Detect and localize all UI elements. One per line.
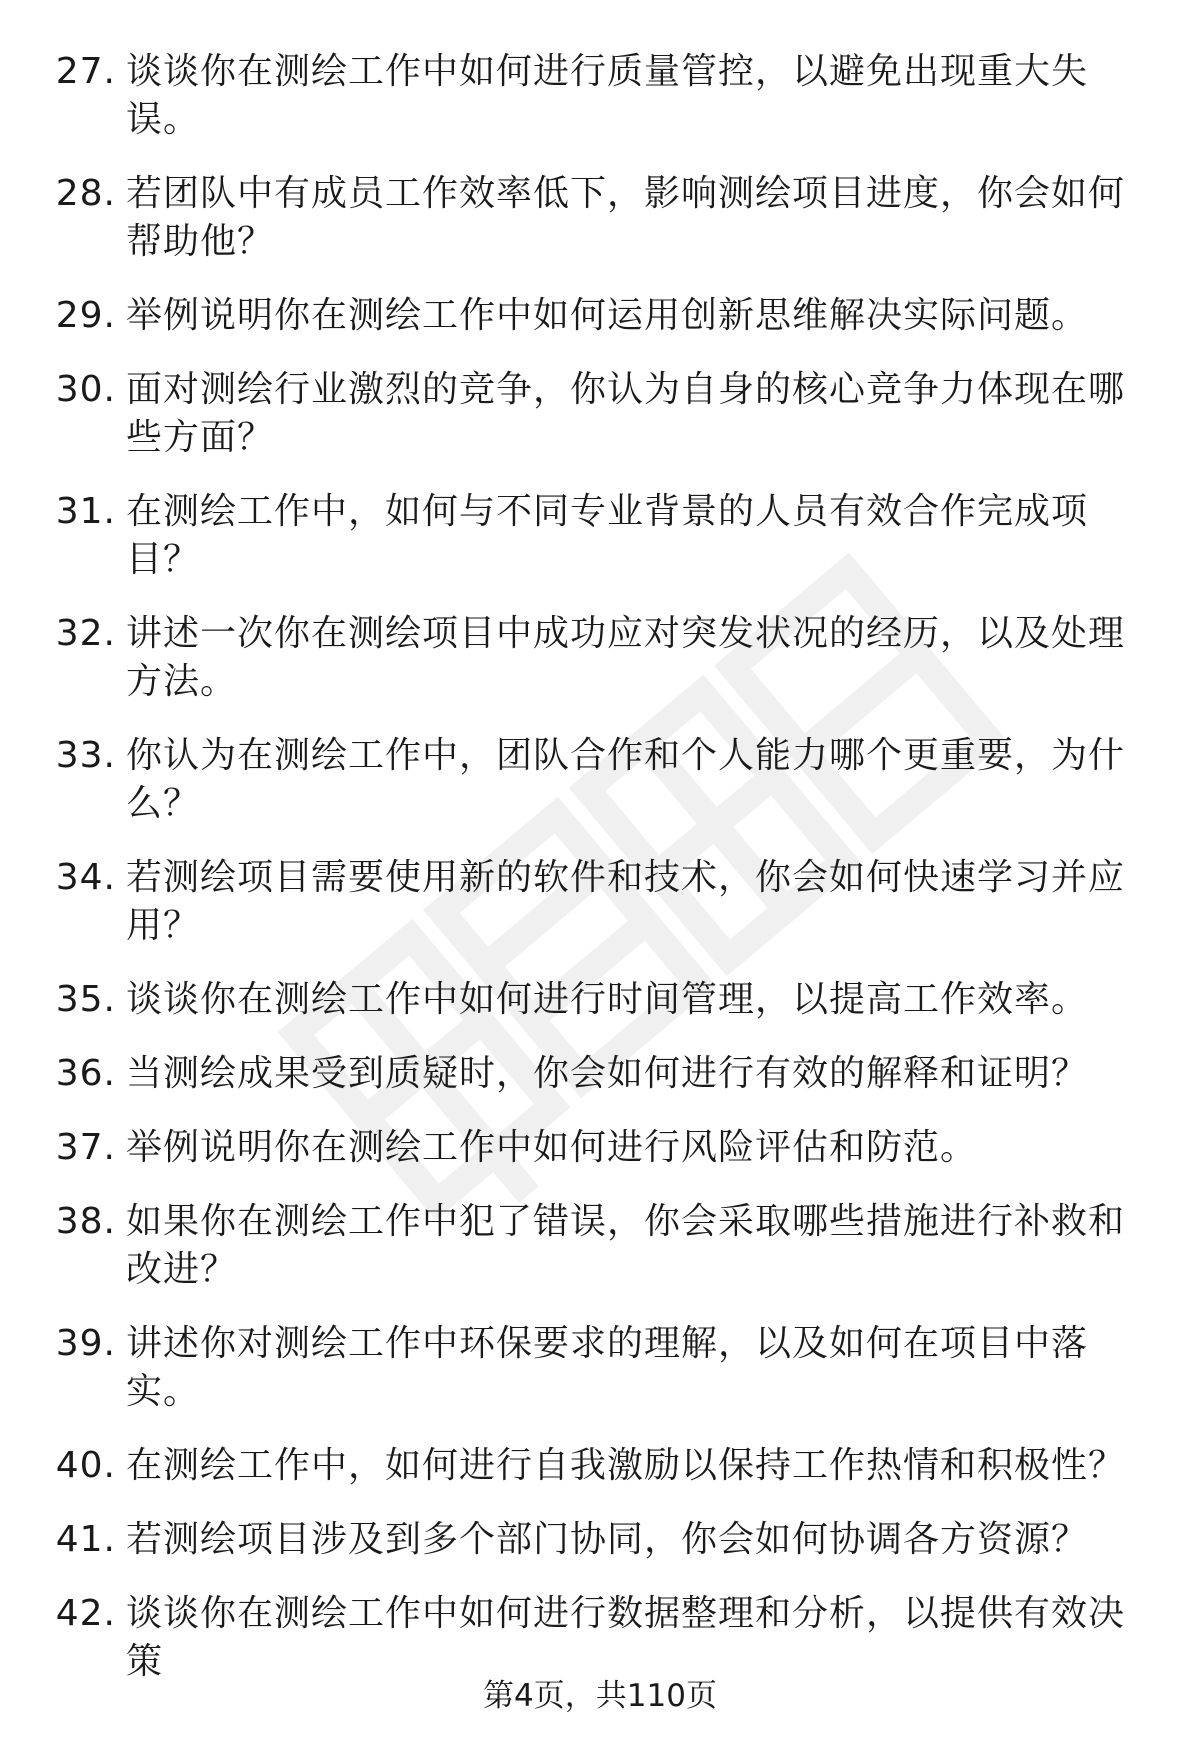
list-item xyxy=(0,1516,1200,1564)
question-text: 你认为在测绘工作中，团队合作和个人能力哪个更重要，为什么？ xyxy=(126,735,1126,824)
question-text: 在测绘工作中，如何进行自我激励以保持工作热情和积极性？ xyxy=(126,1445,1126,1486)
question-text: 当测绘成果受到质疑时，你会如何进行有效的解释和证明？ xyxy=(126,1053,1089,1094)
list-item xyxy=(0,1198,1200,1294)
question-text: 讲述一次你在测绘项目中成功应对突发状况的经历，以及处理方法。 xyxy=(126,613,1126,702)
list-item xyxy=(0,610,1200,706)
question-text: 举例说明你在测绘工作中如何进行风险评估和防范。 xyxy=(126,1127,978,1168)
question-text: 在测绘工作中，如何与不同专业背景的人员有效合作完成项目？ xyxy=(126,491,1089,580)
question-text: 讲述你对测绘工作中环保要求的理解，以及如何在项目中落实。 xyxy=(126,1323,1089,1412)
question-number: 28. xyxy=(55,173,116,214)
question-number: 27. xyxy=(55,51,116,92)
list-item xyxy=(0,976,1200,1024)
list-item xyxy=(0,732,1200,828)
list-item xyxy=(0,1442,1200,1490)
question-text: 谈谈你在测绘工作中如何进行质量管控，以避免出现重大失误。 xyxy=(126,51,1089,140)
question-number: 42. xyxy=(55,1593,116,1634)
question-number: 40. xyxy=(55,1445,116,1486)
list-item xyxy=(0,854,1200,950)
question-number: 31. xyxy=(55,491,116,532)
question-text: 谈谈你在测绘工作中如何进行时间管理，以提高工作效率。 xyxy=(126,979,1089,1020)
list-item xyxy=(0,366,1200,462)
question-number: 37. xyxy=(55,1127,116,1168)
list-item xyxy=(0,48,1200,144)
question-number: 35. xyxy=(55,979,116,1020)
list-item xyxy=(0,1124,1200,1172)
question-number: 32. xyxy=(55,613,116,654)
question-text: 若团队中有成员工作效率低下，影响测绘项目进度，你会如何帮助他？ xyxy=(126,173,1126,262)
list-item xyxy=(0,1320,1200,1416)
question-number: 36. xyxy=(55,1053,116,1094)
question-text: 面对测绘行业激烈的竞争，你认为自身的核心竞争力体现在哪些方面？ xyxy=(126,369,1126,458)
question-number: 39. xyxy=(55,1323,116,1364)
list-item xyxy=(0,292,1200,340)
question-list xyxy=(0,48,1200,1712)
question-text: 如果你在测绘工作中犯了错误，你会采取哪些措施进行补救和改进？ xyxy=(126,1201,1126,1290)
list-item xyxy=(0,1590,1200,1686)
question-number: 29. xyxy=(55,295,116,336)
question-number: 38. xyxy=(55,1201,116,1242)
question-text: 举例说明你在测绘工作中如何运用创新思维解决实际问题。 xyxy=(126,295,1089,336)
page-number-footer: 第4页，共110页 xyxy=(483,1678,717,1714)
question-text: 谈谈你在测绘工作中如何进行数据整理和分析，以提供有效决策 xyxy=(126,1593,1126,1682)
question-number: 41. xyxy=(55,1519,116,1560)
question-number: 33. xyxy=(55,735,116,776)
question-text: 若测绘项目涉及到多个部门协同，你会如何协调各方资源？ xyxy=(126,1519,1089,1560)
question-number: 34. xyxy=(55,857,116,898)
list-item xyxy=(0,488,1200,584)
list-item xyxy=(0,170,1200,266)
question-number: 30. xyxy=(55,369,116,410)
list-item xyxy=(0,1050,1200,1098)
question-text: 若测绘项目需要使用新的软件和技术，你会如何快速学习并应用？ xyxy=(126,857,1126,946)
